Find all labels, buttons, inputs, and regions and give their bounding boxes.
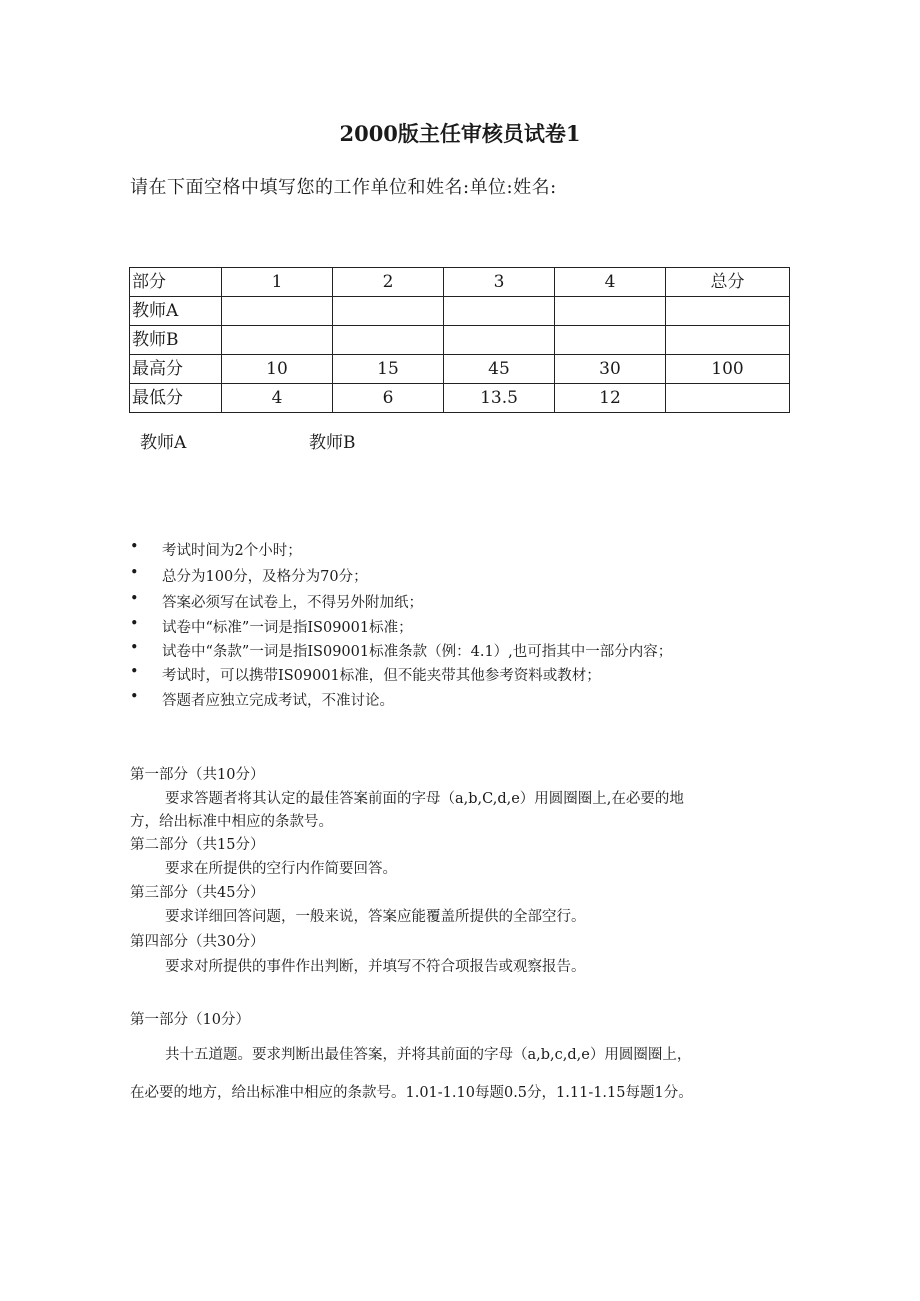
score-cell[interactable] (222, 297, 333, 326)
score-cell: 12 (555, 384, 666, 413)
header-cell: 4 (555, 268, 666, 297)
score-cell: 6 (333, 384, 444, 413)
table-row (130, 384, 790, 413)
score-cell[interactable] (222, 326, 333, 355)
section-description: 要求详细回答问题，一般来说，答案应能覆盖所提供的全部空行。 (165, 909, 586, 925)
score-cell[interactable] (666, 297, 790, 326)
rule-text: 考试时间为2个小时； (162, 543, 302, 559)
header-cell: 部分 (130, 268, 222, 297)
score-cell[interactable] (444, 326, 555, 355)
row-label: 最低分 (130, 384, 222, 413)
section-heading: 第四部分（共30分） (130, 934, 265, 950)
header-cell: 3 (444, 268, 555, 297)
score-table (129, 267, 790, 413)
section-description: 要求答题者将其认定的最佳答案前面的字母（a,b,C,d,e）用圆圈圈上,在必要的地 (165, 791, 684, 807)
score-cell: 15 (333, 355, 444, 384)
score-cell[interactable] (444, 297, 555, 326)
section-heading: 第一部分（共10分） (130, 767, 265, 783)
score-cell[interactable] (333, 297, 444, 326)
section-description: 要求对所提供的事件作出判断，并填写不符合项报告或观察报告。 (165, 959, 586, 975)
section-description-cont: 方，给出标准中相应的条款号。 (130, 814, 333, 830)
teacher-b-signature-label: 教师B (309, 433, 356, 453)
row-label: 教师B (130, 326, 222, 355)
header-cell: 2 (333, 268, 444, 297)
score-cell: 30 (555, 355, 666, 384)
score-cell[interactable] (555, 297, 666, 326)
table-row (130, 297, 790, 326)
page-title: 2000版主任审核员试卷1 (339, 121, 581, 146)
score-cell: 10 (222, 355, 333, 384)
rule-text: 试卷中“条款”一词是指IS09001标准条款（例：4.1）,也可指其中一部分内容； (162, 644, 673, 660)
score-cell[interactable] (333, 326, 444, 355)
fill-in-instruction: 请在下面空格中填写您的工作单位和姓名:单位:姓名: (130, 177, 557, 198)
part-one-instruction-line: 在必要的地方，给出标准中相应的条款号。1.01-1.10每题0.5分，1.11-1.15每题1分。 (130, 1085, 693, 1101)
part-one-instruction-line: 共十五道题。要求判断出最佳答案，并将其前面的字母（a,b,c,d,e）用圆圈圈上， (165, 1047, 692, 1063)
row-label: 教师A (130, 297, 222, 326)
score-cell: 45 (444, 355, 555, 384)
rule-text: 答题者应独立完成考试，不准讨论。 (162, 693, 394, 709)
section-description: 要求在所提供的空行内作简要回答。 (165, 861, 397, 877)
bullet-icon: • (130, 616, 139, 632)
section-heading: 第三部分（共45分） (130, 885, 265, 901)
row-label: 最高分 (130, 355, 222, 384)
bullet-icon: • (130, 565, 139, 581)
bullet-icon: • (130, 664, 139, 680)
score-cell: 4 (222, 384, 333, 413)
rule-text: 总分为100分，及格分为70分； (162, 569, 368, 585)
rule-text: 考试时，可以携带IS09001标准，但不能夹带其他参考资料或教材； (162, 668, 601, 684)
rule-text: 试卷中“标准”一词是指IS09001标准； (162, 620, 413, 636)
bullet-icon: • (130, 689, 139, 705)
score-cell: 13.5 (444, 384, 555, 413)
header-cell: 总分 (666, 268, 790, 297)
table-row (130, 355, 790, 384)
part-one-title: 第一部分（10分） (130, 1012, 250, 1028)
teacher-a-signature-label: 教师A (140, 433, 187, 453)
bullet-icon: • (130, 591, 139, 607)
score-cell (666, 384, 790, 413)
table-header-row (130, 268, 790, 297)
table-row (130, 326, 790, 355)
score-cell: 100 (666, 355, 790, 384)
header-cell: 1 (222, 268, 333, 297)
bullet-icon: • (130, 640, 139, 656)
score-cell[interactable] (555, 326, 666, 355)
section-heading: 第二部分（共15分） (130, 837, 265, 853)
bullet-icon: • (130, 539, 139, 555)
score-cell[interactable] (666, 326, 790, 355)
rule-text: 答案必须写在试卷上，不得另外附加纸； (162, 595, 423, 611)
